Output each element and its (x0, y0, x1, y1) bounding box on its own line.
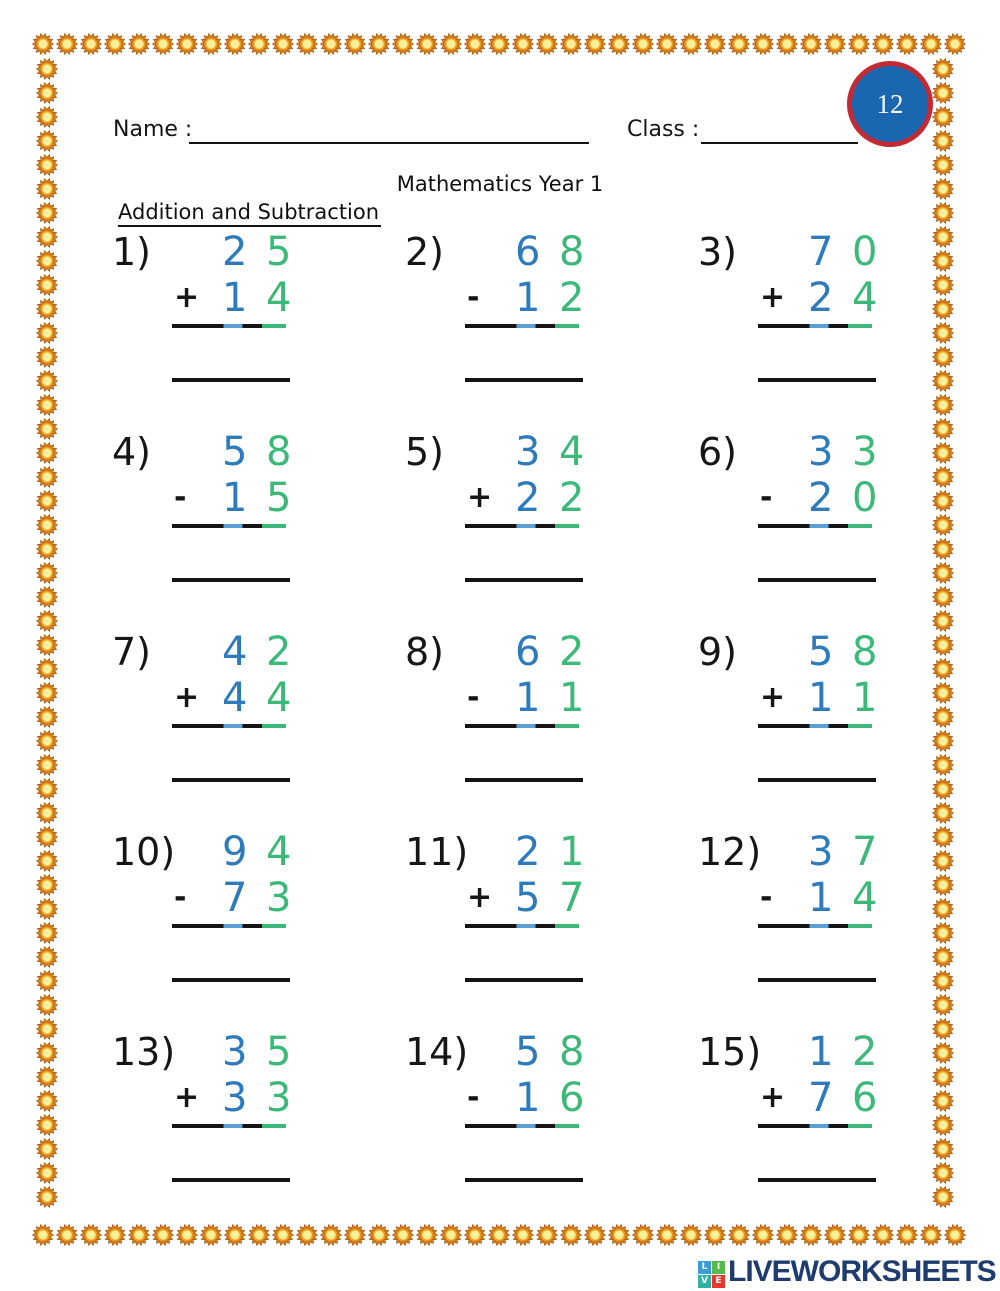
bottom-operand-tens-digit: 1 (515, 675, 541, 721)
page-number-badge: 12 (847, 61, 933, 147)
sun-icon (36, 706, 58, 728)
sun-icon (776, 33, 798, 55)
operator-sign: + (760, 680, 786, 715)
answer-line[interactable] (465, 1178, 583, 1182)
problem (112, 1030, 405, 1230)
brand-name: LIVEWORKSHEETS (728, 1255, 996, 1288)
bottom-operand-ones-digit: 6 (559, 1075, 585, 1121)
bottom-operand-tens-digit: 1 (222, 275, 248, 321)
problem (405, 430, 698, 630)
operator-sign: + (174, 1080, 200, 1115)
sun-icon (36, 682, 58, 704)
sun-icon (920, 33, 942, 55)
sun-icon (36, 922, 58, 944)
problem-number: 4) (112, 430, 152, 474)
problem-number: 11) (405, 830, 469, 874)
top-operand-tens-digit: 2 (222, 229, 248, 275)
bottom-operand-tens-digit: 1 (222, 475, 248, 521)
sun-icon (80, 33, 102, 55)
problem-number: 7) (112, 630, 152, 674)
problem-number: 3) (698, 230, 738, 274)
problem (405, 230, 698, 430)
sun-icon (104, 33, 126, 55)
sun-icon (344, 33, 366, 55)
top-operand-ones-digit: 8 (266, 429, 292, 475)
problem-number: 10) (112, 830, 176, 874)
sun-icon (464, 33, 486, 55)
problem-number: 6) (698, 430, 738, 474)
sun-icon (824, 33, 846, 55)
sun-icon (56, 33, 78, 55)
sun-icon (272, 33, 294, 55)
bottom-operand-ones-digit: 4 (852, 875, 878, 921)
top-operand-ones-digit: 5 (266, 229, 292, 275)
sun-icon (36, 610, 58, 632)
sun-icon (368, 33, 390, 55)
operator-sign: + (760, 1080, 786, 1115)
top-operand-tens-digit: 3 (515, 429, 541, 475)
sun-icon (36, 442, 58, 464)
problem (112, 430, 405, 630)
answer-line[interactable] (465, 978, 583, 982)
problem-number: 5) (405, 430, 445, 474)
top-operand-ones-digit: 8 (852, 629, 878, 675)
top-operand-ones-digit: 3 (852, 429, 878, 475)
answer-line[interactable] (172, 978, 290, 982)
sun-icon (36, 514, 58, 536)
sun-icon (932, 58, 954, 80)
bottom-operand-ones-digit: 4 (266, 275, 292, 321)
sun-icon (392, 33, 414, 55)
problem (698, 830, 991, 1030)
sun-icon (944, 33, 966, 55)
bottom-operand-tens-digit: 4 (222, 675, 248, 721)
sun-icon (416, 33, 438, 55)
sun-icon (512, 33, 534, 55)
bottom-operand-tens-digit: 1 (808, 875, 834, 921)
sun-icon (560, 33, 582, 55)
logo-square-v: V (698, 1275, 711, 1288)
equals-rule (172, 1124, 286, 1128)
top-operand-ones-digit: 2 (559, 629, 585, 675)
sun-icon (36, 394, 58, 416)
sun-icon (200, 33, 222, 55)
liveworksheets-logo-icon (698, 1261, 725, 1288)
answer-line[interactable] (465, 778, 583, 782)
top-operand-tens-digit: 5 (222, 429, 248, 475)
bottom-operand-ones-digit: 3 (266, 875, 292, 921)
top-operand-ones-digit: 2 (266, 629, 292, 675)
equals-rule (758, 524, 872, 528)
sun-icon (36, 298, 58, 320)
answer-line[interactable] (465, 578, 583, 582)
answer-line[interactable] (172, 578, 290, 582)
sun-icon (36, 226, 58, 248)
top-operand-tens-digit: 6 (515, 229, 541, 275)
top-operand-tens-digit: 2 (515, 829, 541, 875)
top-operand-ones-digit: 8 (559, 229, 585, 275)
equals-rule (172, 924, 286, 928)
problem (698, 430, 991, 630)
sun-border-left (36, 58, 58, 1208)
sun-icon (176, 33, 198, 55)
sun-icon (752, 33, 774, 55)
answer-line[interactable] (172, 778, 290, 782)
operator-sign: + (467, 480, 493, 515)
operator-sign: - (174, 480, 187, 515)
sun-icon (728, 33, 750, 55)
answer-line[interactable] (758, 978, 876, 982)
sun-icon (848, 33, 870, 55)
sun-icon (36, 1186, 58, 1208)
sun-icon (36, 1042, 58, 1064)
sun-icon (296, 33, 318, 55)
sun-icon (56, 1224, 78, 1246)
sun-icon (32, 33, 54, 55)
top-operand-tens-digit: 6 (515, 629, 541, 675)
equals-rule (465, 524, 579, 528)
top-operand-ones-digit: 4 (266, 829, 292, 875)
name-write-line[interactable] (189, 142, 589, 144)
problem-number: 9) (698, 630, 738, 674)
logo-square-l: L (698, 1261, 711, 1274)
sun-icon (36, 754, 58, 776)
sun-icon (608, 33, 630, 55)
operator-sign: + (174, 280, 200, 315)
problem-number: 15) (698, 1030, 762, 1074)
sun-icon (800, 33, 822, 55)
sun-icon (36, 1018, 58, 1040)
sun-icon (36, 994, 58, 1016)
sun-icon (36, 874, 58, 896)
answer-line[interactable] (758, 378, 876, 382)
sun-icon (632, 33, 654, 55)
logo-square-i: I (712, 1261, 725, 1274)
top-operand-ones-digit: 8 (559, 1029, 585, 1075)
problem (405, 830, 698, 1030)
sun-icon (932, 106, 954, 128)
problem-number: 14) (405, 1030, 469, 1074)
page-title: Mathematics Year 1 (396, 172, 604, 196)
operator-sign: + (174, 680, 200, 715)
problem-number: 2) (405, 230, 445, 274)
problem-number: 12) (698, 830, 762, 874)
sun-icon (36, 562, 58, 584)
sun-icon (36, 466, 58, 488)
footer-brand (698, 1255, 996, 1289)
equals-rule (172, 724, 286, 728)
sun-icon (36, 1162, 58, 1184)
answer-line[interactable] (758, 778, 876, 782)
bottom-operand-tens-digit: 2 (808, 475, 834, 521)
logo-square-e: E (712, 1275, 725, 1288)
sun-icon (36, 1066, 58, 1088)
sun-icon (36, 802, 58, 824)
sun-border-top (32, 33, 966, 55)
sun-icon (36, 202, 58, 224)
answer-line[interactable] (172, 1178, 290, 1182)
sun-icon (320, 33, 342, 55)
bottom-operand-ones-digit: 1 (852, 675, 878, 721)
operator-sign: - (467, 280, 480, 315)
sun-icon (36, 370, 58, 392)
sun-icon (32, 1224, 54, 1246)
problems-grid (112, 230, 998, 1230)
bottom-operand-tens-digit: 5 (515, 875, 541, 921)
top-operand-tens-digit: 1 (808, 1029, 834, 1075)
equals-rule (758, 724, 872, 728)
problem (698, 630, 991, 830)
sun-icon (872, 33, 894, 55)
equals-rule (758, 924, 872, 928)
top-operand-tens-digit: 5 (515, 1029, 541, 1075)
sun-icon (36, 898, 58, 920)
top-operand-tens-digit: 3 (222, 1029, 248, 1075)
sun-icon (36, 58, 58, 80)
sun-icon (80, 1224, 102, 1246)
bottom-operand-ones-digit: 3 (266, 1075, 292, 1121)
bottom-operand-ones-digit: 2 (559, 475, 585, 521)
sun-icon (488, 33, 510, 55)
problem-number: 8) (405, 630, 445, 674)
sun-icon (440, 33, 462, 55)
bottom-operand-tens-digit: 1 (808, 675, 834, 721)
sun-icon (248, 33, 270, 55)
operator-sign: - (467, 1080, 480, 1115)
sun-icon (152, 33, 174, 55)
sun-icon (932, 130, 954, 152)
bottom-operand-tens-digit: 7 (808, 1075, 834, 1121)
sun-icon (36, 346, 58, 368)
sun-icon (128, 33, 150, 55)
problem (405, 630, 698, 830)
sun-icon (36, 82, 58, 104)
equals-rule (465, 924, 579, 928)
top-operand-ones-digit: 2 (852, 1029, 878, 1075)
equals-rule (758, 1124, 872, 1128)
sun-icon (584, 33, 606, 55)
operator-sign: - (760, 480, 773, 515)
sun-icon (36, 490, 58, 512)
equals-rule (758, 324, 872, 328)
sun-icon (36, 106, 58, 128)
top-operand-tens-digit: 3 (808, 429, 834, 475)
top-operand-tens-digit: 5 (808, 629, 834, 675)
problem-number: 13) (112, 1030, 176, 1074)
equals-rule (172, 324, 286, 328)
top-operand-ones-digit: 4 (559, 429, 585, 475)
sun-icon (36, 778, 58, 800)
bottom-operand-ones-digit: 0 (852, 475, 878, 521)
problem (405, 1030, 698, 1230)
top-operand-ones-digit: 1 (559, 829, 585, 875)
bottom-operand-ones-digit: 4 (852, 275, 878, 321)
top-operand-ones-digit: 5 (266, 1029, 292, 1075)
bottom-operand-ones-digit: 5 (266, 475, 292, 521)
top-operand-ones-digit: 7 (852, 829, 878, 875)
answer-line[interactable] (758, 578, 876, 582)
problem (112, 230, 405, 430)
bottom-operand-ones-digit: 4 (266, 675, 292, 721)
sun-icon (36, 946, 58, 968)
equals-rule (465, 324, 579, 328)
operator-sign: + (760, 280, 786, 315)
answer-line[interactable] (758, 1178, 876, 1182)
sun-icon (536, 33, 558, 55)
sun-icon (224, 33, 246, 55)
equals-rule (465, 724, 579, 728)
bottom-operand-ones-digit: 7 (559, 875, 585, 921)
sun-icon (704, 33, 726, 55)
problem-number: 1) (112, 230, 152, 274)
sun-icon (932, 82, 954, 104)
operator-sign: - (467, 680, 480, 715)
answer-line[interactable] (465, 378, 583, 382)
bottom-operand-ones-digit: 6 (852, 1075, 878, 1121)
sun-icon (36, 538, 58, 560)
sun-icon (656, 33, 678, 55)
page-subtitle: Addition and Subtraction (118, 200, 381, 227)
bottom-operand-tens-digit: 2 (515, 475, 541, 521)
sun-icon (36, 658, 58, 680)
class-label: Class : (627, 117, 700, 142)
equals-rule (465, 1124, 579, 1128)
bottom-operand-ones-digit: 1 (559, 675, 585, 721)
sun-icon (36, 250, 58, 272)
class-write-line[interactable] (701, 142, 858, 144)
operator-sign: - (760, 880, 773, 915)
sun-icon (36, 1138, 58, 1160)
bottom-operand-tens-digit: 3 (222, 1075, 248, 1121)
operator-sign: + (467, 880, 493, 915)
top-operand-tens-digit: 7 (808, 229, 834, 275)
sun-icon (36, 274, 58, 296)
sun-icon (36, 850, 58, 872)
problem (112, 630, 405, 830)
sun-icon (932, 202, 954, 224)
sun-icon (36, 634, 58, 656)
bottom-operand-tens-digit: 2 (808, 275, 834, 321)
sun-icon (680, 33, 702, 55)
problem (112, 830, 405, 1030)
sun-icon (36, 826, 58, 848)
top-operand-tens-digit: 9 (222, 829, 248, 875)
top-operand-tens-digit: 3 (808, 829, 834, 875)
bottom-operand-tens-digit: 1 (515, 1075, 541, 1121)
top-operand-ones-digit: 0 (852, 229, 878, 275)
bottom-operand-tens-digit: 7 (222, 875, 248, 921)
sun-icon (36, 418, 58, 440)
sun-icon (36, 1090, 58, 1112)
sun-icon (896, 33, 918, 55)
bottom-operand-tens-digit: 1 (515, 275, 541, 321)
top-operand-tens-digit: 4 (222, 629, 248, 675)
sun-icon (36, 586, 58, 608)
name-label: Name : (113, 117, 193, 142)
sun-icon (36, 1114, 58, 1136)
sun-icon (36, 130, 58, 152)
equals-rule (172, 524, 286, 528)
sun-icon (36, 730, 58, 752)
problem (698, 1030, 991, 1230)
problem (698, 230, 991, 430)
bottom-operand-ones-digit: 2 (559, 275, 585, 321)
answer-line[interactable] (172, 378, 290, 382)
sun-icon (36, 322, 58, 344)
sun-icon (36, 970, 58, 992)
operator-sign: - (174, 880, 187, 915)
